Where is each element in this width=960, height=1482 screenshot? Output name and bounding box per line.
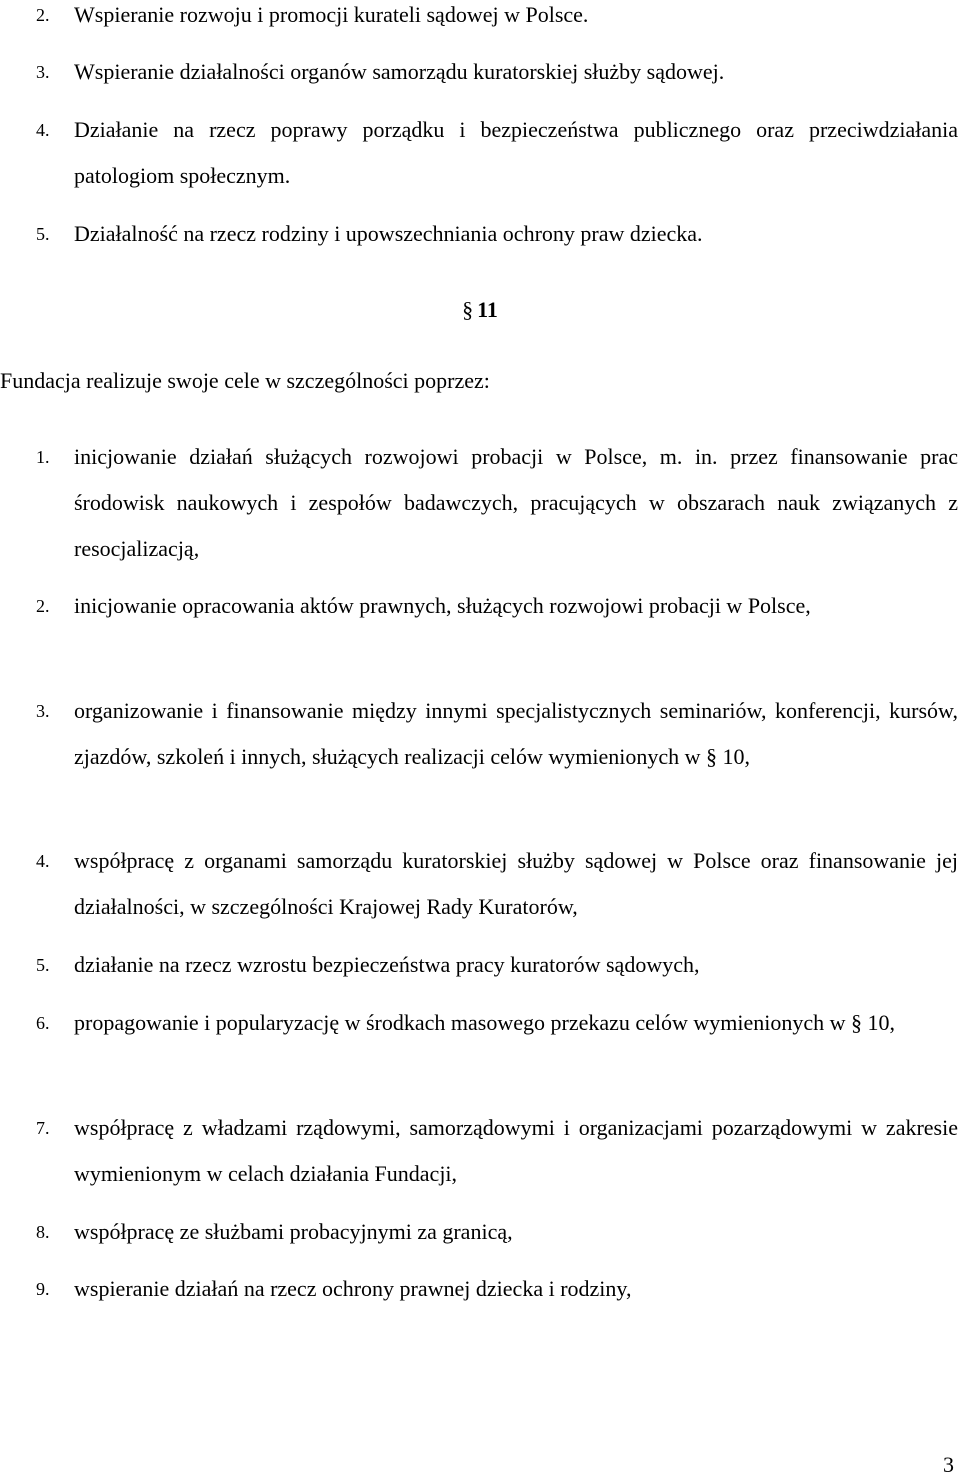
list-item-text: współpracę z organami samorządu kuratorskiej służby sądowej w Polsce oraz finansowanie jej działalności, w szczególności Krajowej Rady Kuratorów, bbox=[74, 848, 958, 919]
list-item bbox=[36, 688, 958, 780]
list-item-text: współpracę ze służbami probacyjnymi za granicą, bbox=[74, 1219, 513, 1244]
list-item-text: Działalność na rzecz rodziny i upowszechniania ochrony praw dziecka. bbox=[74, 221, 703, 246]
section-heading bbox=[0, 287, 960, 333]
list-item-number: 6. bbox=[36, 1013, 50, 1033]
section-number: 11 bbox=[477, 297, 498, 322]
list-item-number: 5. bbox=[36, 224, 50, 244]
list-item-number: 5. bbox=[36, 955, 50, 975]
list-item-text: inicjowanie działań służących rozwojowi probacji w Polsce, m. in. przez finansowanie prac środowisk naukowych i zespołów badawczych, pracujących w obszarach nauk związanych z resocjalizacją, bbox=[74, 444, 958, 561]
list-item-text: inicjowanie opracowania aktów prawnych, służących rozwojowi probacji w Polsce, bbox=[74, 593, 811, 618]
list-item-text: organizowanie i finansowanie między innymi specjalistycznych seminariów, konferencji, kursów, zjazdów, szkoleń i innych, służących realizacji celów wymienionych w § 10, bbox=[74, 698, 958, 769]
list-item-number: 4. bbox=[36, 851, 50, 871]
list-item-number: 7. bbox=[36, 1118, 50, 1138]
list-item-number: 3. bbox=[36, 62, 50, 82]
list-item-text: działanie na rzecz wzrostu bezpieczeństwa pracy kuratorów sądowych, bbox=[74, 952, 700, 977]
list-item-number: 9. bbox=[36, 1279, 50, 1299]
list-item bbox=[36, 434, 958, 572]
list-item-number: 4. bbox=[36, 120, 50, 140]
intro-paragraph: Fundacja realizuje swoje cele w szczególności poprzez: bbox=[0, 368, 490, 393]
list-item-number: 8. bbox=[36, 1222, 50, 1242]
list-item bbox=[36, 1266, 958, 1312]
list-item-text: Wspieranie rozwoju i promocji kurateli sądowej w Polsce. bbox=[74, 2, 589, 27]
page-number: 3 bbox=[943, 1452, 954, 1477]
list-item-text: wspieranie działań na rzecz ochrony prawnej dziecka i rodziny, bbox=[74, 1276, 632, 1301]
list-item bbox=[36, 1000, 958, 1046]
list-item bbox=[36, 838, 958, 930]
list-item bbox=[36, 107, 958, 199]
list-item-text: Działanie na rzecz poprawy porządku i bezpieczeństwa publicznego oraz przeciwdziałania patologiom społecznym. bbox=[74, 117, 958, 188]
list-item-number: 3. bbox=[36, 701, 50, 721]
list-item bbox=[36, 0, 958, 38]
list-item-number: 2. bbox=[36, 5, 50, 25]
list-item-number: 1. bbox=[36, 447, 50, 467]
list-item bbox=[36, 211, 958, 257]
list-item bbox=[36, 583, 958, 629]
section-sign: § bbox=[462, 297, 474, 322]
list-item-text: propagowanie i popularyzację w środkach masowego przekazu celów wymienionych w § 10, bbox=[74, 1010, 896, 1035]
list-item-text: Wspieranie działalności organów samorządu kuratorskiej służby sądowej. bbox=[74, 59, 725, 84]
list-item bbox=[36, 1209, 958, 1255]
list-item bbox=[36, 49, 958, 95]
list-item bbox=[36, 1105, 958, 1197]
list-item-number: 2. bbox=[36, 596, 50, 616]
list-item-text: współpracę z władzami rządowymi, samorządowymi i organizacjami pozarządowymi w zakresie wymienionym w celach działania Fundacji, bbox=[74, 1115, 958, 1186]
list-item bbox=[36, 942, 958, 988]
